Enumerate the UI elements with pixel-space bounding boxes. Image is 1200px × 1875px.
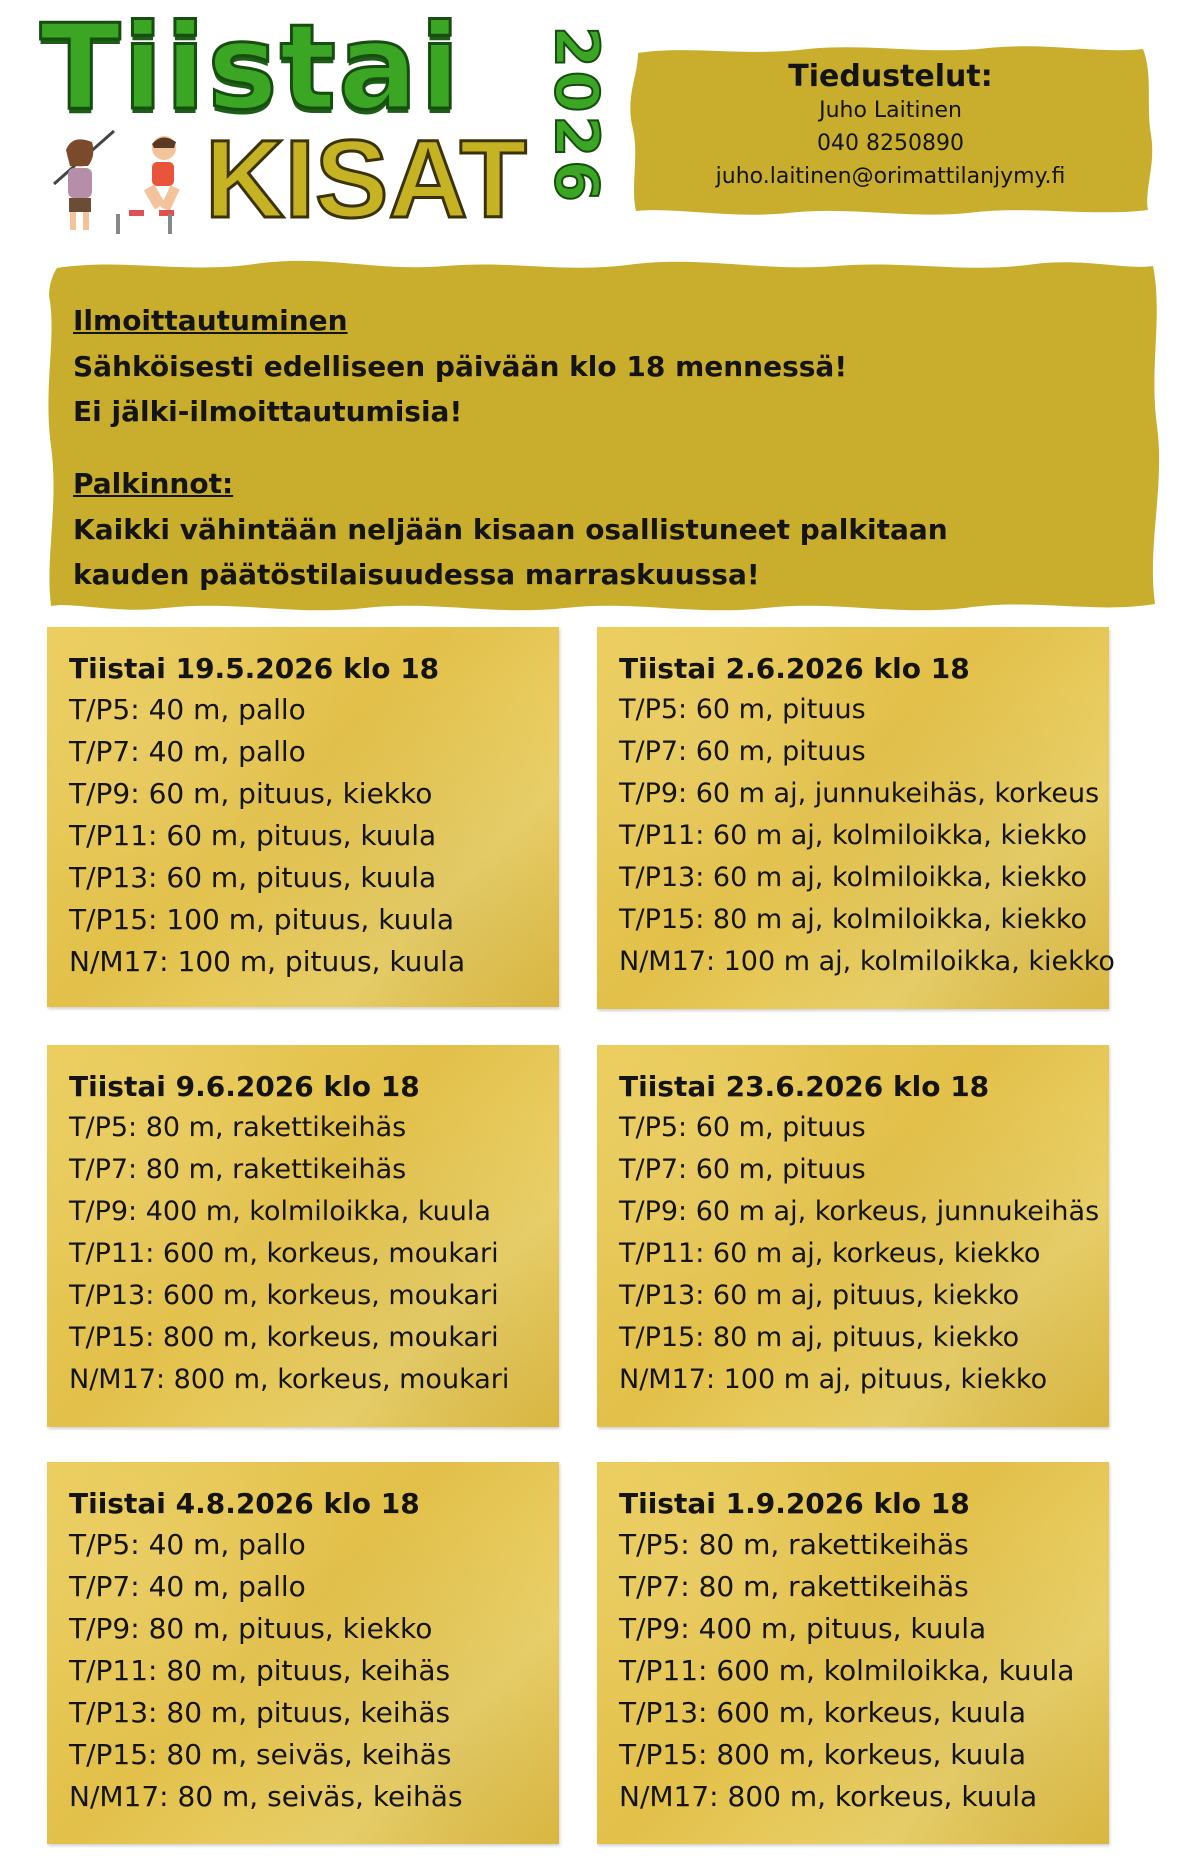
event-line: T/P13: 60 m aj, kolmiloikka, kiekko: [619, 862, 1088, 893]
logo-title: Tiistai: [40, 0, 463, 136]
event-line: T/P5: 60 m, pituus: [619, 1112, 866, 1143]
event-line: T/P11: 60 m aj, kolmiloikka, kiekko: [619, 820, 1088, 851]
registration-text-2: Ei jälki-ilmoittautumisia!: [73, 395, 463, 428]
event-line: T/P7: 40 m, pallo: [69, 1570, 306, 1603]
event-line: T/P11: 80 m, pituus, keihäs: [69, 1654, 451, 1687]
registration-text-1: Sähköisesti edelliseen päivään klo 18 mennessä!: [73, 350, 848, 383]
event-card: [47, 627, 559, 1007]
event-line: T/P13: 80 m, pituus, keihäs: [69, 1696, 451, 1729]
event-line: N/M17: 800 m, korkeus, moukari: [69, 1364, 510, 1395]
event-line: T/P5: 80 m, rakettikeihäs: [69, 1112, 407, 1143]
event-title: Tiistai 19.5.2026 klo 18: [69, 652, 440, 685]
event-card: [47, 1045, 559, 1427]
contact-phone: 040 8250890: [817, 131, 964, 156]
event-line: T/P5: 40 m, pallo: [69, 693, 306, 726]
event-card: [597, 627, 1115, 1009]
event-line: T/P7: 80 m, rakettikeihäs: [69, 1154, 407, 1185]
event-line: T/P5: 60 m, pituus: [619, 694, 866, 725]
event-line: T/P13: 600 m, korkeus, moukari: [69, 1280, 499, 1311]
event-title: Tiistai 1.9.2026 klo 18: [619, 1487, 970, 1520]
event-line: T/P7: 40 m, pallo: [69, 735, 306, 768]
event-line: T/P9: 80 m, pituus, kiekko: [69, 1612, 433, 1645]
logo-year-text: 2026: [541, 26, 611, 205]
event-line: T/P9: 400 m, pituus, kuula: [619, 1612, 987, 1645]
event-line: T/P7: 80 m, rakettikeihäs: [619, 1570, 969, 1603]
prizes-text-2: kauden päätöstilaisuudessa marraskuussa!: [73, 558, 760, 591]
event-line: T/P11: 600 m, korkeus, moukari: [69, 1238, 499, 1269]
event-title: Tiistai 23.6.2026 klo 18: [619, 1070, 990, 1103]
event-title: Tiistai 4.8.2026 klo 18: [69, 1487, 420, 1520]
event-line: T/P5: 80 m, rakettikeihäs: [619, 1528, 969, 1561]
event-line: N/M17: 800 m, korkeus, kuula: [619, 1780, 1038, 1813]
info-box: [45, 256, 1160, 616]
event-title: Tiistai 9.6.2026 klo 18: [69, 1070, 420, 1103]
event-title: Tiistai 2.6.2026 klo 18: [619, 652, 970, 685]
prizes-text-1: Kaikki vähintään neljään kisaan osallistuneet palkitaan: [73, 513, 948, 546]
contact-name: Juho Laitinen: [819, 98, 962, 123]
event-line: T/P15: 100 m, pituus, kuula: [69, 903, 454, 936]
event-line: T/P9: 400 m, kolmiloikka, kuula: [69, 1196, 491, 1227]
event-line: T/P9: 60 m aj, korkeus, junnukeihäs: [619, 1196, 1100, 1227]
kids-athletes-illustration: [52, 126, 212, 236]
logo-subtitle: KISAT: [205, 118, 527, 241]
event-line: T/P13: 60 m, pituus, kuula: [69, 861, 437, 894]
event-line: T/P15: 80 m aj, kolmiloikka, kiekko: [619, 904, 1088, 935]
event-line: T/P11: 60 m, pituus, kuula: [69, 819, 437, 852]
event-line: T/P11: 600 m, kolmiloikka, kuula: [619, 1654, 1075, 1687]
event-line: T/P15: 80 m aj, pituus, kiekko: [619, 1322, 1020, 1353]
event-line: T/P9: 60 m aj, junnukeihäs, korkeus: [619, 778, 1100, 809]
event-line: T/P15: 80 m, seiväs, keihäs: [69, 1738, 452, 1771]
contact-box: [628, 45, 1153, 215]
event-card: [47, 1462, 559, 1844]
event-line: T/P15: 800 m, korkeus, moukari: [69, 1322, 499, 1353]
contact-title: Tiedustelut:: [788, 59, 993, 94]
event-card: [597, 1045, 1109, 1427]
logo-year: [538, 26, 611, 236]
event-line: N/M17: 100 m, pituus, kuula: [69, 945, 466, 978]
event-line: T/P5: 40 m, pallo: [69, 1528, 306, 1561]
event-card: [597, 1462, 1109, 1844]
registration-heading: Ilmoittautuminen: [73, 304, 348, 337]
event-line: N/M17: 80 m, seiväs, keihäs: [69, 1780, 463, 1813]
event-line: T/P7: 60 m, pituus: [619, 1154, 866, 1185]
event-line: N/M17: 100 m aj, pituus, kiekko: [619, 1364, 1048, 1395]
event-line: T/P15: 800 m, korkeus, kuula: [619, 1738, 1027, 1771]
event-line: N/M17: 100 m aj, kolmiloikka, kiekko: [619, 946, 1115, 977]
event-line: T/P13: 60 m aj, pituus, kiekko: [619, 1280, 1020, 1311]
event-line: T/P11: 60 m aj, korkeus, kiekko: [619, 1238, 1041, 1269]
event-line: T/P7: 60 m, pituus: [619, 736, 866, 767]
prizes-heading: Palkinnot:: [73, 467, 234, 500]
event-line: T/P9: 60 m, pituus, kiekko: [69, 777, 433, 810]
contact-email: juho.laitinen@orimattilanjymy.fi: [715, 164, 1066, 189]
event-line: T/P13: 600 m, korkeus, kuula: [619, 1696, 1027, 1729]
